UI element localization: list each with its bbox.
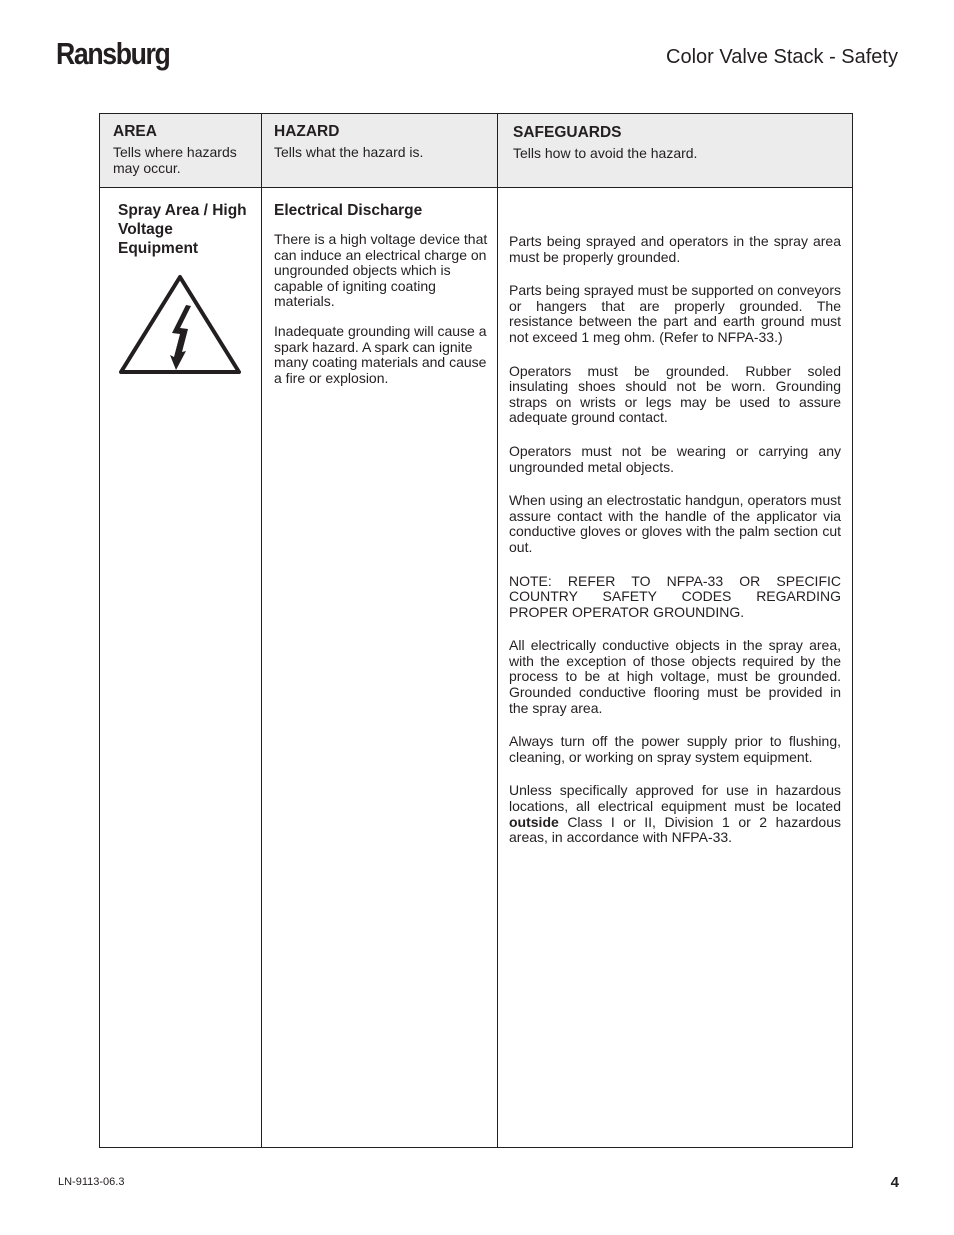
hazard-cell [274,201,488,386]
safeguard-paragraph: Parts being sprayed must be supported on conveyors or hangers that are properly grounded. The resistance between the part and earth ground must not exceed 1 meg ohm. (Refer to NFPA-33.) [509,282,841,345]
safeguard-emphasis: outside [509,813,559,830]
safeguard-text: Unless specifically approved for use in hazardous locations, all electrical equipment must be located [509,782,841,815]
header-hazard [274,123,489,160]
header-safeguards-description: Tells how to avoid the hazard. [513,145,698,161]
high-voltage-warning-icon [117,271,243,377]
hazard-paragraph: Inadequate grounding will cause a spark hazard. A spark can ignite many coating materials and cause a fire or explosion. [274,322,487,386]
safeguard-paragraph: When using an electrostatic handgun, operators must assure contact with the handle of the applicator via conductive gloves or gloves with the palm section cut out. [509,492,841,555]
safeguard-paragraph: NOTE: REFER TO NFPA-33 OR SPECIFIC COUNTRY SAFETY CODES REGARDING PROPER OPERATOR GROUNDING. [509,572,841,620]
header-hazard-description: Tells what the hazard is. [274,144,424,160]
area-cell-title: Spray Area / High Voltage Equipment [118,202,247,257]
column-divider [497,114,498,1147]
safeguards-cell [509,234,841,864]
header-area-title: AREA [113,123,157,140]
table-header [100,114,852,188]
header-safeguards [513,124,843,161]
column-divider [261,114,262,1147]
safeguard-paragraph: Parts being sprayed and operators in the spray area must be properly grounded. [509,233,841,265]
safeguard-paragraph: Operators must not be wearing or carrying any ungrounded metal objects. [509,442,841,475]
safeguard-text: Class I or II, Division 1 or 2 hazardous areas, in accordance with NFPA-33. [509,813,841,846]
header-area [113,123,255,176]
header-area-description: Tells where hazards may occur. [113,144,237,176]
hazard-title: Electrical Discharge [274,202,423,219]
page-title: Color Valve Stack - Safety [666,46,898,68]
header-safeguards-title: SAFEGUARDS [513,124,622,141]
safeguard-paragraph: Always turn off the power supply prior to flushing, cleaning, or working on spray system equipment. [509,733,841,765]
header-hazard-title: HAZARD [274,123,340,140]
page-number: 4 [890,1174,899,1191]
hazard-paragraph: There is a high voltage device that can induce an electrical charge on ungrounded objects which is capable of igniting coating materials. [274,231,488,310]
brand-logo: Ransburg [56,36,170,71]
safeguard-paragraph: All electrically conductive objects in the spray area, with the exception of those objects required by the process to be at high voltage, must be grounded. Grounded conductive flooring must be provided in the spray area. [509,637,841,716]
safeguard-paragraph: Operators must be grounded. Rubber soled insulating shoes should not be worn. Grounding straps on wrists or legs may be used to assure adequate ground contact. [509,362,841,426]
document-number: LN-9113-06.3 [58,1176,125,1188]
safety-table [99,113,853,1148]
safeguard-paragraph-last [509,783,841,845]
